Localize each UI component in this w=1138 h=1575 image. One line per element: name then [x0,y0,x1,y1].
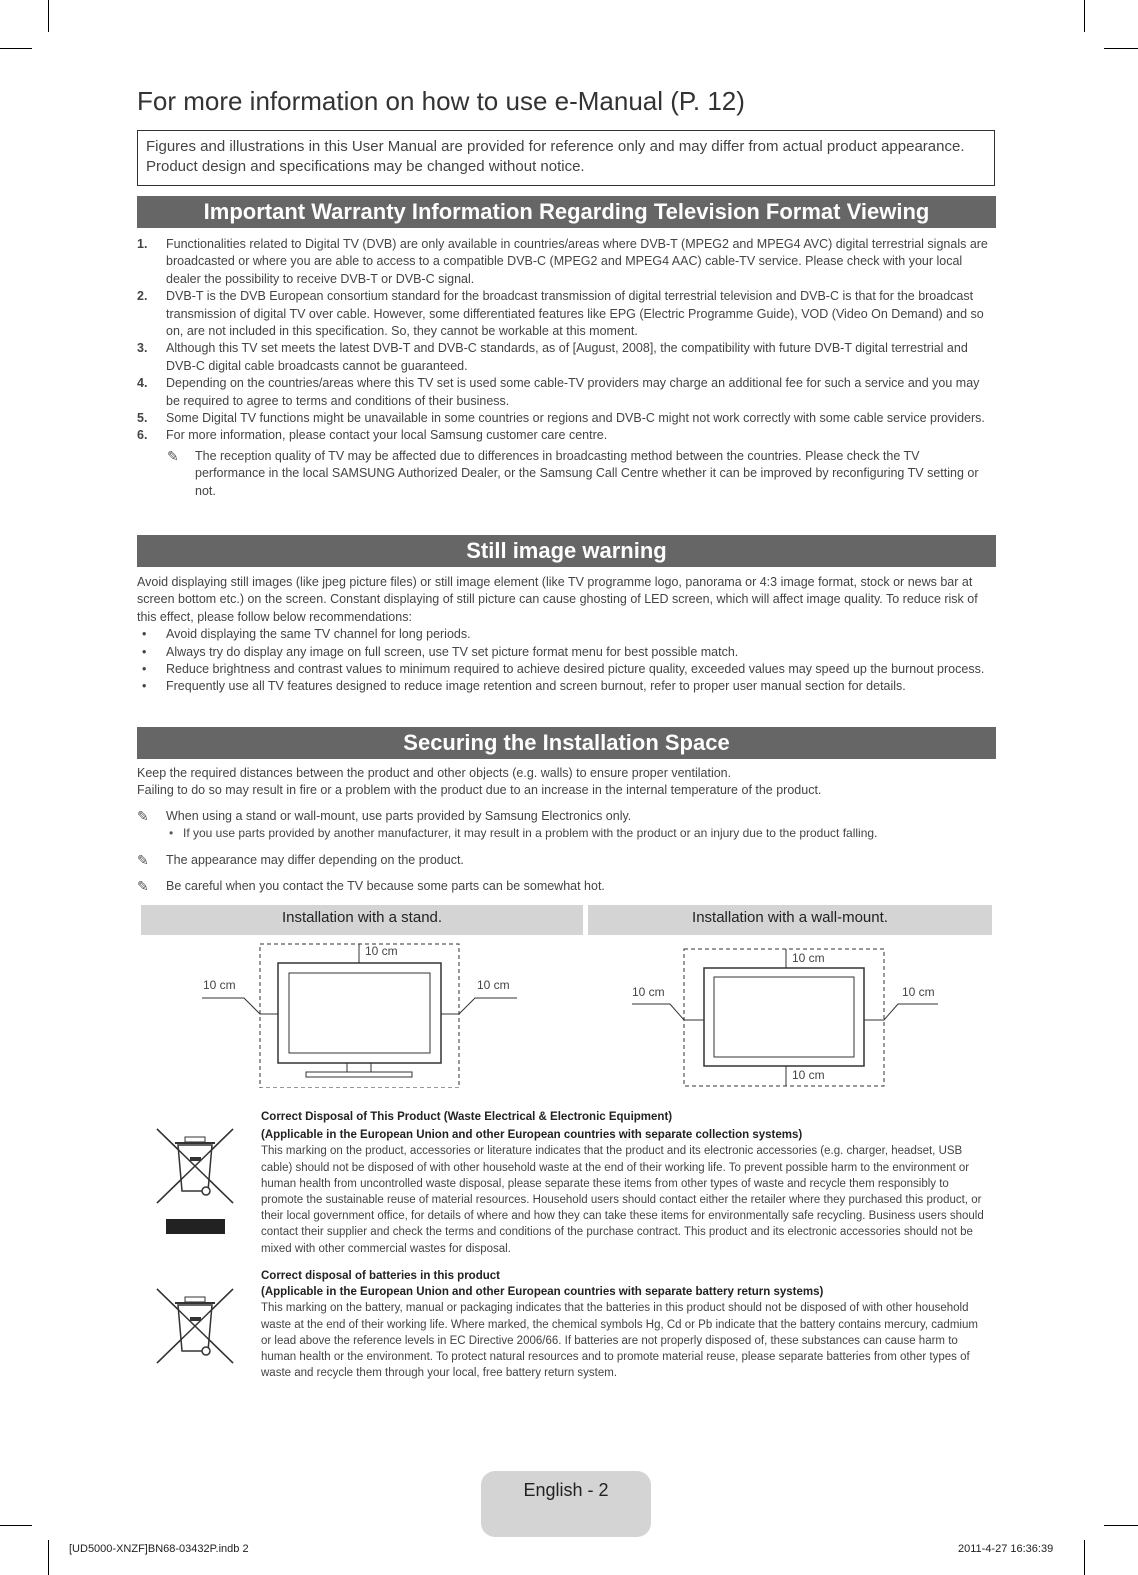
crop-mark [1084,1540,1085,1575]
crop-mark [1104,48,1138,49]
distance-label-left: 10 cm [203,978,236,992]
list-item: • Avoid displaying the same TV channel for long periods. [137,626,995,643]
list-item: 4. Depending on the countries/areas where this TV set is used some cable-TV providers may charge an additional fee for such a service and you may be required to agree to terms and conditions of their business. [137,376,980,408]
still-bullets [137,626,995,696]
distance-label-left: 10 cm [632,985,665,999]
bullet-icon: • [142,644,147,659]
list-item: 3. Although this TV set meets the latest DVB-T and DVB-C standards, as of [August, 2008], the compatibility with future DVB-T digital terrestrial and DVB-C digital cable broadcasts cannot be guaranteed. [137,341,968,373]
battery-bin-icon [155,1287,235,1367]
crop-mark [48,0,49,32]
distance-label-right: 10 cm [477,978,510,992]
list-item: 1. Functionalities related to Digital TV (DVB) are only available in countries/areas where DVB-T (MPEG2 and MPEG4 AVC) digital terrestrial signals are broadcasted or where you are able to access to a compatible DVB-C (MPEG2 and MPEG4 AAC) cable-TV service. Please check with your local dealer the possibility to receive DVB-T or DVB-C signal. [137,237,988,286]
weee-disposal-block [261,1109,991,1257]
pencil-icon: ✎ [137,878,149,895]
warranty-note: ✎ The reception quality of TV may be affected due to differences in broadcasting method between the countries. Please check the TV performance in the local SAMSUNG Authorized Dealer, or the Samsung Call Centre whether it can be improved by reconfiguring TV setting or not. [167,447,979,498]
install-note-sub: • If you use parts provided by another manufacturer, it may result in a problem with the product or an injury due to the product falling. [137,825,995,842]
stand-installation-diagram [190,938,530,1088]
crop-mark [1084,0,1085,32]
crop-mark [1104,1525,1138,1526]
distance-label-right: 10 cm [902,985,935,999]
wall-installation-diagram [620,944,950,1089]
crop-mark [0,48,32,49]
install-line: Failing to do so may result in fire or a problem with the product due to an increase in the internal temperature of the product. [137,783,822,798]
battery-disposal-block [261,1268,991,1381]
install-note: ✎ Be careful when you contact the TV because some parts can be somewhat hot. [137,878,605,895]
install-note: ✎ When using a stand or wall-mount, use parts provided by Samsung Electronics only. [137,807,632,824]
file-slug: [UD5000-XNZF]BN68-03432P.indb 2 [69,1543,249,1555]
section-heading-still-image: Still image warning [137,535,996,567]
weee-subtitle: (Applicable in the European Union and other European countries with separate collection systems) [261,1129,803,1142]
pencil-icon: ✎ [137,807,149,824]
notice-line: Product design and specifications may be changed without notice. [146,158,585,175]
pencil-icon: ✎ [167,447,179,464]
distance-label-top: 10 cm [365,944,398,958]
section-heading-installation: Securing the Installation Space [137,727,996,759]
date-slug: 2011-4-27 16:36:39 [958,1543,1054,1555]
distance-label-top: 10 cm [792,951,825,965]
battery-text: This marking on the battery, manual or packaging indicates that the batteries in this product should not be disposed of with other household waste at the end of their working life. Where marked, the chemical symbols Hg, Cd or Pb indicate that the battery contains mercury, cadmium or lead above the reference levels in EC Directive 2006/66. If batteries are not properly disposed of, these substances can cause harm to human health or the environment. To protect natural resources and to promote material reuse, please separate batteries from other types of waste and recycle them through your local, free battery return system. [261,1302,978,1380]
warranty-list [137,236,992,500]
battery-subtitle: (Applicable in the European Union and other European countries with separate battery return systems) [261,1286,824,1299]
bullet-icon: • [169,826,174,841]
install-note: ✎ The appearance may differ depending on the product. [137,851,464,868]
list-item: • Always try do display any image on full screen, use TV set picture format menu for best possible match. [137,644,995,661]
crop-mark [0,1525,32,1526]
pencil-icon: ✎ [137,851,149,868]
list-item: 6. For more information, please contact your local Samsung customer care centre. [137,428,608,443]
weee-text: This marking on the product, accessories or literature indicates that the product and its electronic accessories (e.g. charger, headset, USB cable) should not be disposed of with other household waste at the end of their working life. To prevent possible harm to the environment or human health from uncontrolled waste disposal, please separate these items from other types of waste and recycle them responsibly to promote the sustainable reuse of material resources. Household users should contact either the retailer where they purchased this product, or their local government office, for details of where and how they can take these items for environmentally safe recycling. Business users should contact their supplier and check the terms and conditions of the purchase contract. This product and its electronic accessories should not be mixed with other commercial wastes for disposal. [261,1145,984,1255]
weee-title: Correct Disposal of This Product (Waste Electrical & Electronic Equipment) [261,1111,673,1123]
section-heading-warranty: Important Warranty Information Regarding Television Format Viewing [137,196,996,228]
install-line: Keep the required distances between the product and other objects (e.g. walls) to ensure proper ventilation. [137,766,732,780]
battery-title: Correct disposal of batteries in this product [261,1270,500,1282]
list-item: 2. DVB-T is the DVB European consortium standard for the broadcast transmission of digital terrestrial television and DVB-C is that for the broadcast transmission of digital TV over cable. However, some differentiated features like EPG (Electric Programme Guide), VOD (Video On Demand) and so on, are not included in this specification. So, they cannot be workable at this moment. [137,289,984,339]
wall-installation-header: Installation with a wall-mount. [588,905,992,935]
stand-installation-header: Installation with a stand. [141,905,583,935]
notice-box [137,130,995,186]
page-number-tab: English - 2 [481,1471,651,1537]
list-item: 5. Some Digital TV functions might be unavailable in some countries or regions and DVB-C might not work correctly with some cable service providers. [137,411,985,426]
distance-label-bottom: 10 cm [792,1068,825,1082]
list-item: • Reduce brightness and contrast values to minimum required to achieve desired picture quality, exceeded values may speed up the burnout process. [137,661,995,678]
bullet-icon: • [142,679,147,694]
still-intro: Avoid displaying still images (like jpeg picture files) or still image element (like TV programme logo, panorama or 4:3 image format, stock or news bar at screen bottom etc.) on the screen. Constant displaying of still picture can cause ghosting of LED screen, which will affect image quality. To reduce risk of this effect, please follow below recommendations: [137,575,978,624]
page-title: For more information on how to use e-Manual (P. 12) [137,86,745,116]
still-image-content [137,574,995,696]
weee-bin-icon [155,1127,235,1237]
list-item: • Frequently use all TV features designed to reduce image retention and screen burnout, refer to proper user manual section for details. [137,678,995,695]
notice-line: Figures and illustrations in this User Manual are provided for reference only and may differ from actual product appearance. [146,138,965,155]
bullet-icon: • [142,627,147,642]
bullet-icon: • [142,662,147,677]
installation-content [137,765,995,895]
crop-mark [48,1540,49,1575]
